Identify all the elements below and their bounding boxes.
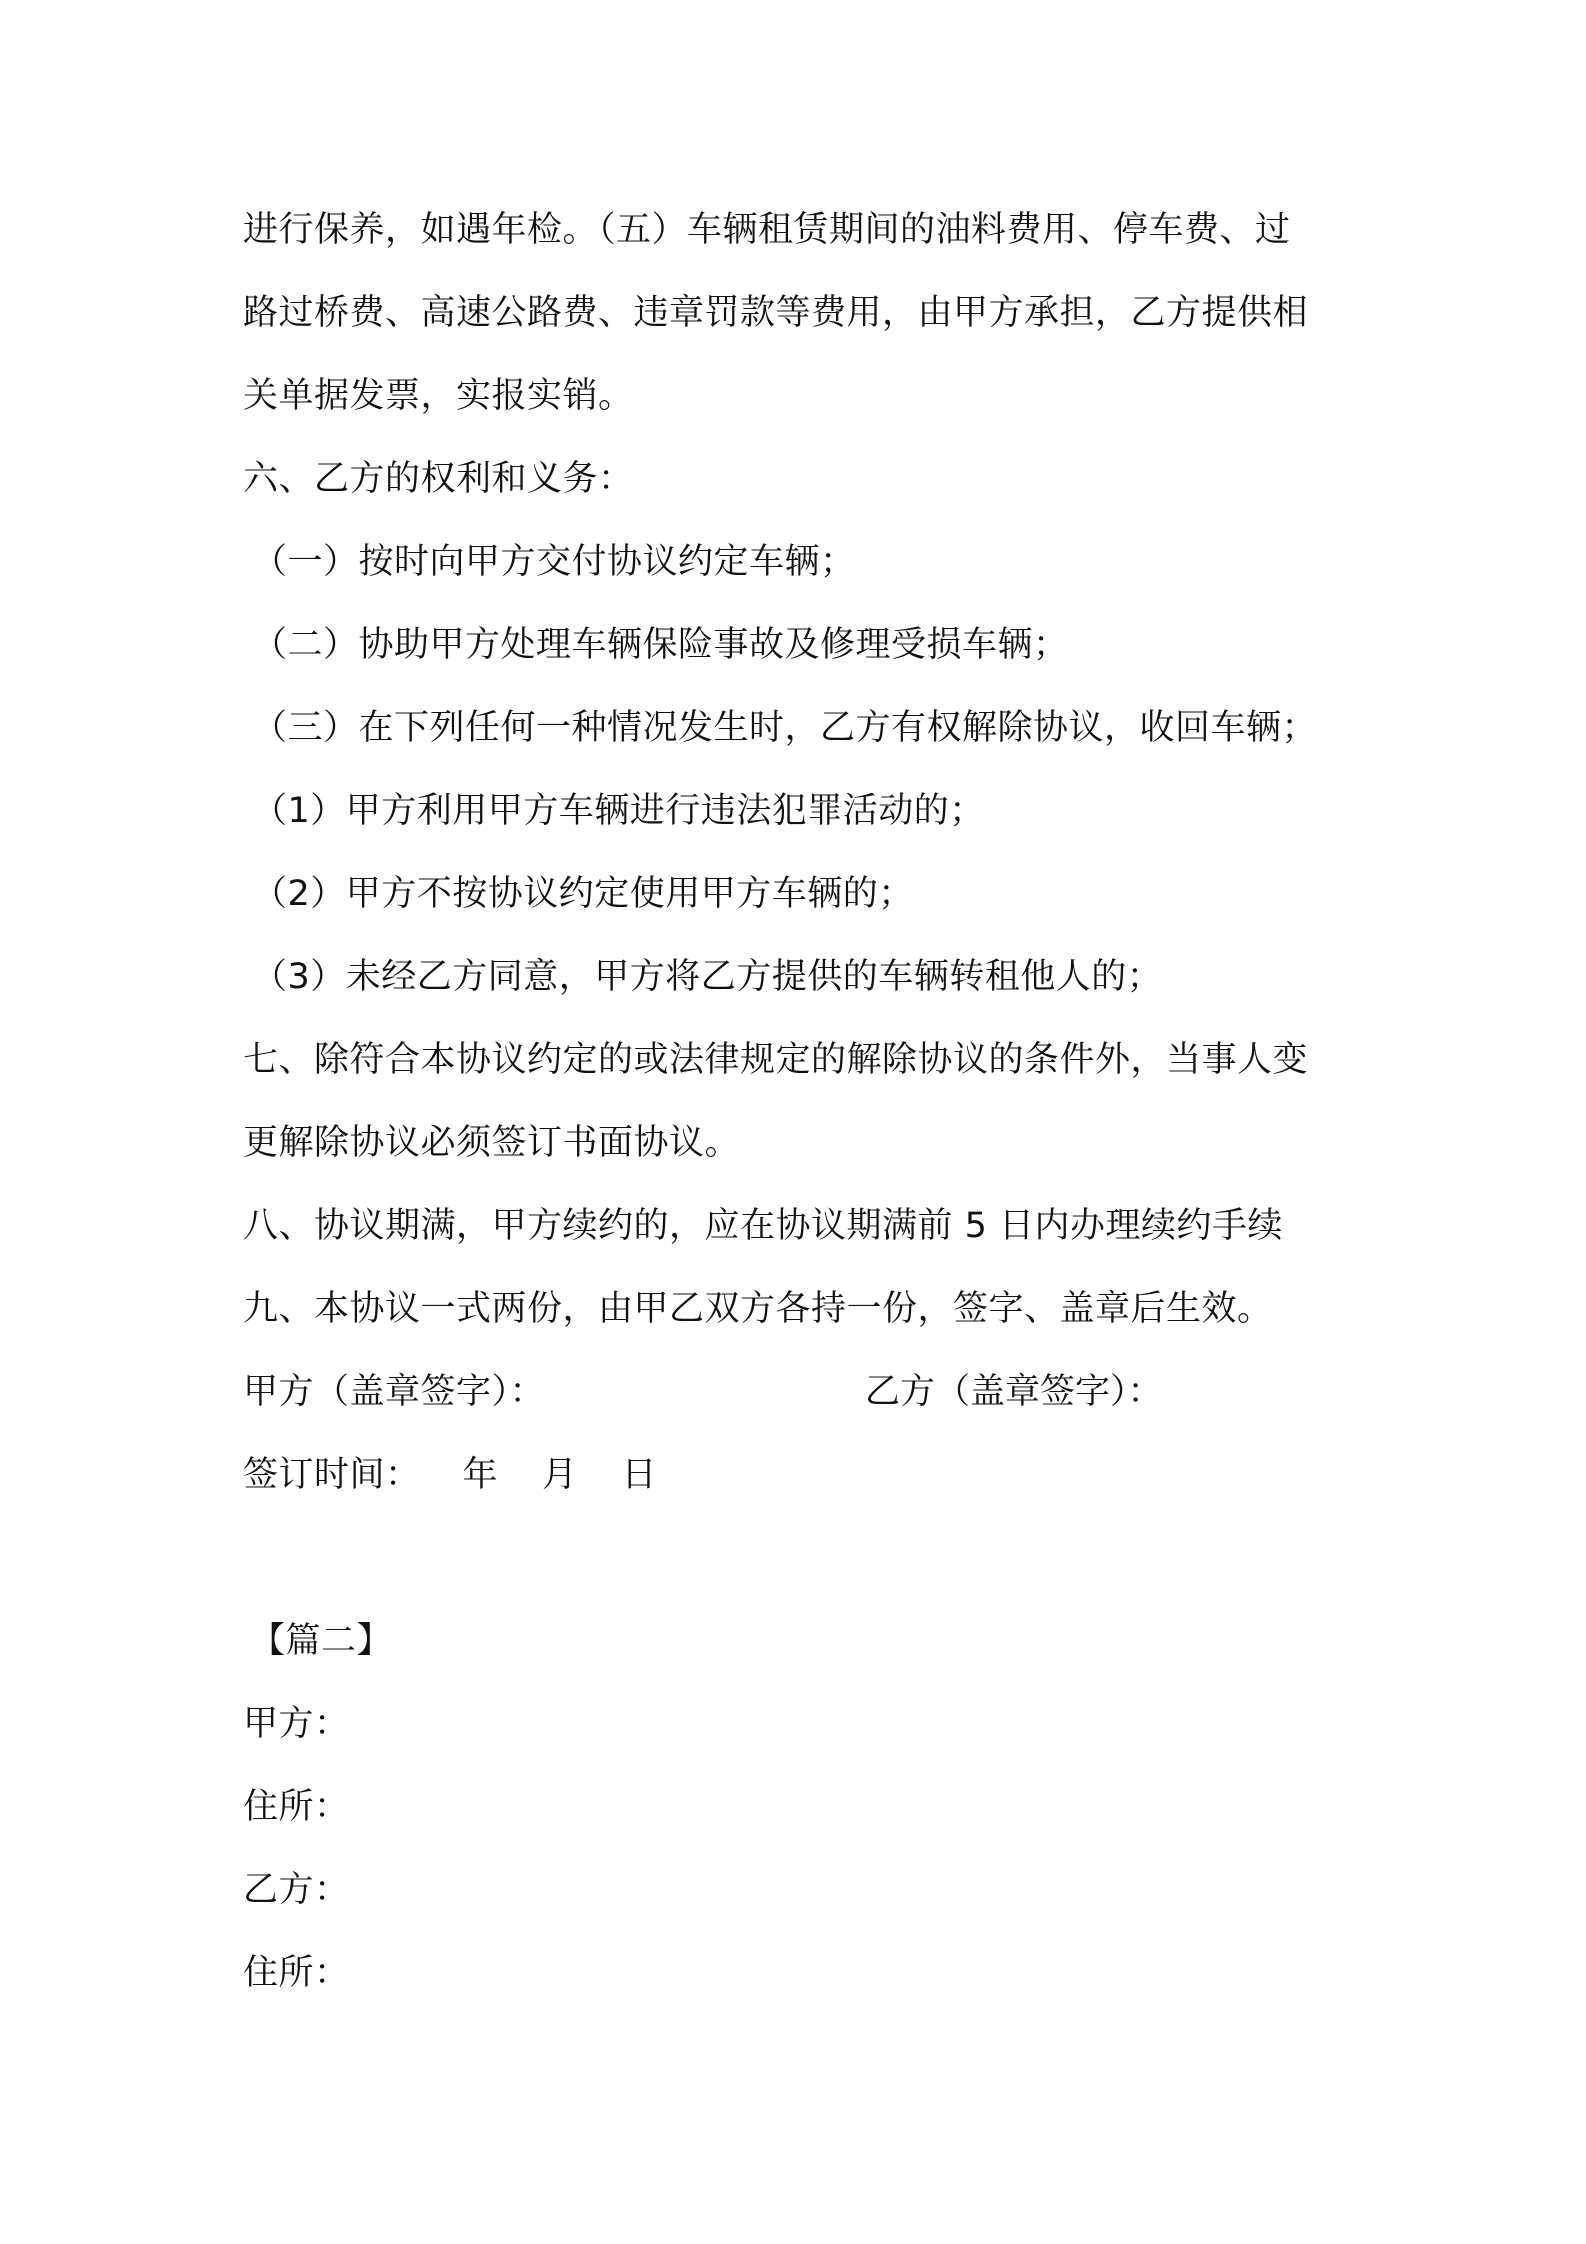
section-six-subitem-1: （1）甲方利用甲方车辆进行违法犯罪活动的； [252,791,985,831]
party-a-signature-label: 甲方（盖章签字）： [243,1372,546,1412]
section-six-item-3: （三）在下列任何一种情况发生时，乙方有权解除协议，收回车辆； [252,708,1318,748]
section-six-item-1: （一）按时向甲方交付协议约定车辆； [252,542,856,582]
part-two-address-a: 住所： [243,1787,350,1827]
section-six-item-2: （二）协助甲方处理车辆保险事故及修理受损车辆； [252,625,1069,665]
section-seven-line-1: 七、除符合本协议约定的或法律规定的解除协议的条件外，当事人变 [243,1040,1309,1080]
signing-date-label: 签订时间： [243,1455,421,1495]
date-year-label: 年 [462,1455,499,1495]
part-two-party-a: 甲方： [243,1704,350,1744]
section-eight: 八、协议期满，甲方续约的，应在协议期满前 5 日内办理续约手续 [243,1206,1284,1246]
paragraph-line-1: 进行保养，如遇年检。（五）车辆租赁期间的油料费用、停车费、过 [243,210,1291,250]
part-two-heading: 【篇二】 [250,1621,393,1661]
section-seven-line-2: 更解除协议必须签订书面协议。 [243,1123,741,1163]
section-six-heading: 六、乙方的权利和义务： [243,459,634,499]
part-two-party-b: 乙方： [243,1870,350,1910]
signing-date-row [243,1451,657,1499]
part-two-address-b: 住所： [243,1953,350,1993]
section-nine: 九、本协议一式两份，由甲乙双方各持一份，签字、盖章后生效。 [243,1289,1273,1329]
party-b-signature-label: 乙方（盖章签字）： [865,1372,1163,1412]
date-month-label: 月 [542,1455,578,1495]
paragraph-line-2: 路过桥费、高速公路费、违章罚款等费用，由甲方承担，乙方提供相 [243,293,1309,333]
date-day-label: 日 [621,1455,658,1495]
section-six-subitem-3: （3）未经乙方同意，甲方将乙方提供的车辆转租他人的； [252,957,1163,997]
section-six-subitem-2: （2）甲方不按协议约定使用甲方车辆的； [252,874,914,914]
paragraph-line-3: 关单据发票，实报实销。 [243,376,634,416]
